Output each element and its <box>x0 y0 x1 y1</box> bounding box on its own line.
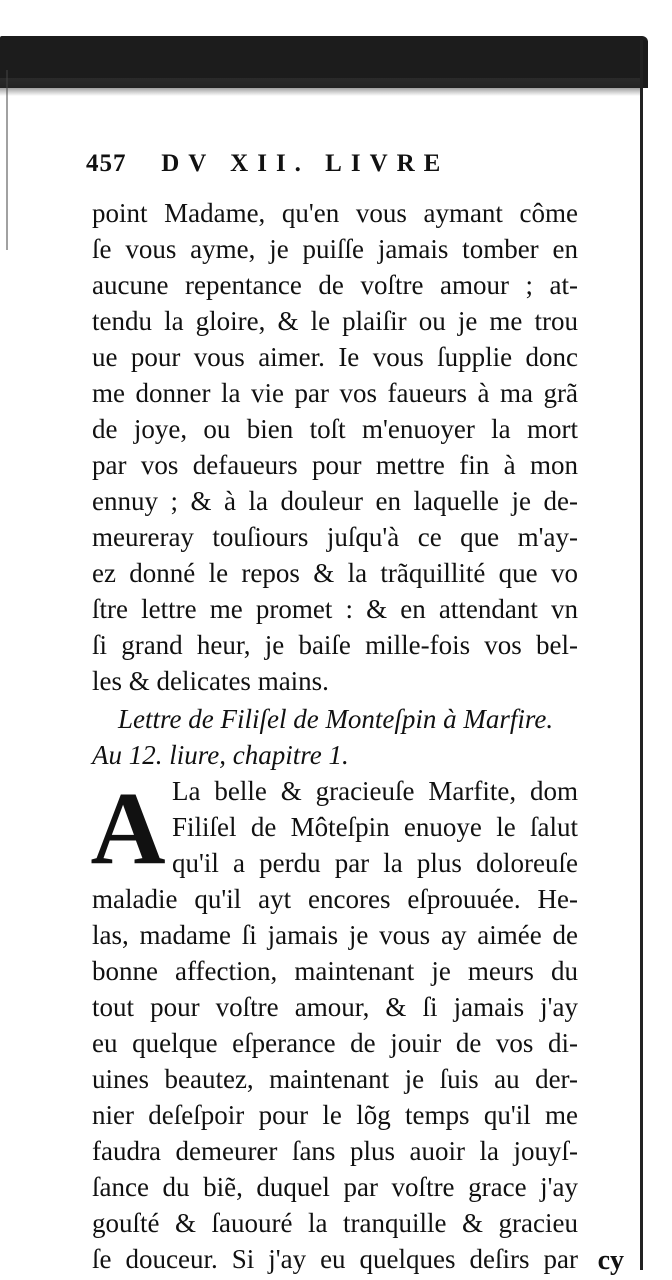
text-line: La belle & gracieuſe Marfite, dom <box>172 776 578 806</box>
text-line: las, madame ſi jamais je vous ay aimée de <box>92 920 578 950</box>
text-line: eu quelque eſperance de jouir de vos di- <box>92 1028 578 1058</box>
text-line: ſtre lettre me promet : & en attendant vn <box>92 594 578 624</box>
text-line: ſi grand heur, je baiſe mille-fois vos bel- <box>92 630 578 660</box>
text-line: tout pour voſtre amour, & ſi jamais j'ay <box>92 992 578 1022</box>
text-line: ue pour vous aimer. Ie vous ſupplie donc <box>92 342 578 372</box>
text-line: par vos defaueurs pour mettre fin à mon <box>92 450 578 480</box>
running-header <box>86 150 576 186</box>
text-line: Filiſel de Môteſpin enuoye le ſalut <box>172 812 578 842</box>
scan-shadow <box>0 78 640 96</box>
text-line: meureray touſiours juſqu'à ce que m'ay- <box>92 522 578 552</box>
text-line: aucune repentance de voſtre amour ; at- <box>92 270 578 300</box>
page-edge <box>640 40 643 1270</box>
text-line: ez donné le repos & la trãquillité que vo <box>92 558 578 588</box>
text-line: me donner la vie par vos faueurs à ma grã <box>92 378 578 408</box>
text-line: de joye, ou bien toſt m'enuoyer la mort <box>92 414 578 444</box>
text-line: ſe vous ayme, je puiſſe jamais tomber en <box>92 234 578 264</box>
text-line: bonne affection, maintenant je meurs du <box>92 956 578 986</box>
text-line: tendu la gloire, & le plaiſir ou je me trou <box>92 306 578 336</box>
text-line: ennuy ; & à la douleur en laquelle je de- <box>92 486 578 516</box>
text-line: nier deſeſpoir pour le lõg temps qu'il me <box>92 1100 578 1130</box>
page-number: 457 <box>86 150 127 177</box>
text-line: gouſté & ſauouré la tranquille & gracieu <box>92 1208 578 1238</box>
running-title: DV XII. LIVRE <box>161 150 450 177</box>
letter-heading: Lettre de Filiſel de Monteſpin à Marfire. <box>118 704 554 734</box>
text-line: maladie qu'il ayt encores eſprouuée. He- <box>92 884 578 914</box>
text-line: faudra demeurer ſans plus auoir la jouyſ- <box>92 1136 578 1166</box>
text-line: point Madame, qu'en vous aymant côme <box>92 198 578 228</box>
text-line: les & delicates mains. <box>92 666 329 696</box>
catchword: cy <box>597 1245 624 1276</box>
text-line: ſance du biẽ, duquel par voſtre grace j'ay <box>92 1172 578 1202</box>
text-line: qu'il a perdu par la plus doloreuſe <box>172 848 578 878</box>
drop-cap-initial: A <box>90 771 166 886</box>
text-line: uines beautez, maintenant je ſuis au der- <box>92 1064 578 1094</box>
text-line: ſe douceur. Si j'ay eu quelques deſirs par <box>92 1244 578 1274</box>
scan-margin-mark <box>6 70 18 250</box>
letter-reference: Au 12. liure, chapitre 1. <box>92 740 349 770</box>
